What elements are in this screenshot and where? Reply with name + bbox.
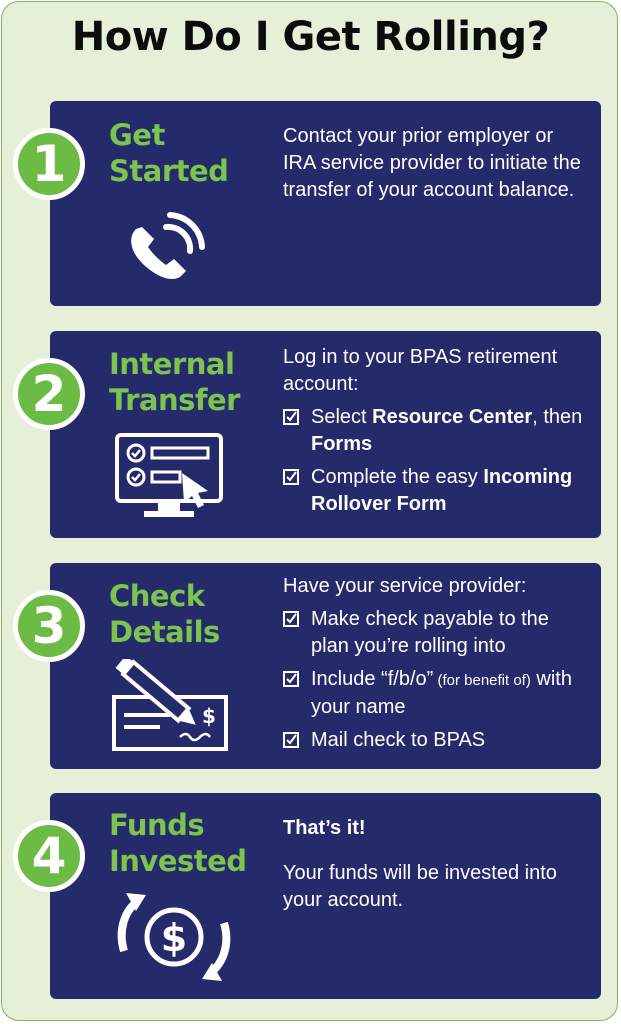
step-1-name: Get Started	[109, 118, 229, 188]
step-3-number: 3	[13, 590, 85, 662]
step-4-text	[283, 815, 588, 914]
step-3-name: Check Details	[109, 579, 220, 649]
computer-form-icon	[112, 431, 228, 523]
step-2-card	[50, 331, 601, 538]
step-2-check-1: Select Resource Center, then Forms	[283, 404, 588, 458]
check-signing-icon	[110, 659, 234, 755]
step-3-check-3: Mail check to BPAS	[283, 727, 588, 754]
svg-text:$: $	[202, 704, 216, 728]
phone-icon	[122, 211, 214, 291]
checkbox-icon	[283, 671, 299, 687]
step-4-name: Funds Invested	[109, 808, 247, 878]
step-2-intro: Log in to your BPAS retirement account:	[283, 346, 558, 395]
step-2-name: Internal Transfer	[109, 347, 240, 417]
step-4-headline: That’s it!	[283, 817, 366, 839]
step-4-body: Your funds will be invested into your account.	[283, 862, 557, 911]
dollar-cycle-icon	[112, 891, 236, 987]
checkbox-icon	[283, 469, 299, 485]
page-title: How Do I Get Rolling?	[71, 14, 550, 60]
step-3-card	[50, 563, 601, 769]
step-2-check-2: Complete the easy Incoming Rollover Form	[283, 464, 588, 518]
step-4-number: 4	[13, 820, 85, 892]
svg-text:$: $	[160, 916, 188, 960]
checkbox-icon	[283, 611, 299, 627]
step-3-check-2: Include “f/b/o” (for benefit of) with your name	[283, 666, 588, 721]
step-1-card	[50, 101, 601, 306]
step-3-check-1: Make check payable to the plan you’re rolling into	[283, 606, 588, 660]
step-1-text: Contact your prior employer or IRA service provider to initiate the transfer of your account balance.	[283, 125, 581, 201]
step-2-number: 2	[13, 358, 85, 430]
checkbox-icon	[283, 732, 299, 748]
step-3-text	[283, 573, 588, 754]
step-4-card	[50, 793, 601, 999]
step-1-number: 1	[13, 128, 85, 200]
step-3-intro: Have your service provider:	[283, 575, 527, 597]
step-2-text	[283, 344, 588, 518]
checkbox-icon	[283, 409, 299, 425]
